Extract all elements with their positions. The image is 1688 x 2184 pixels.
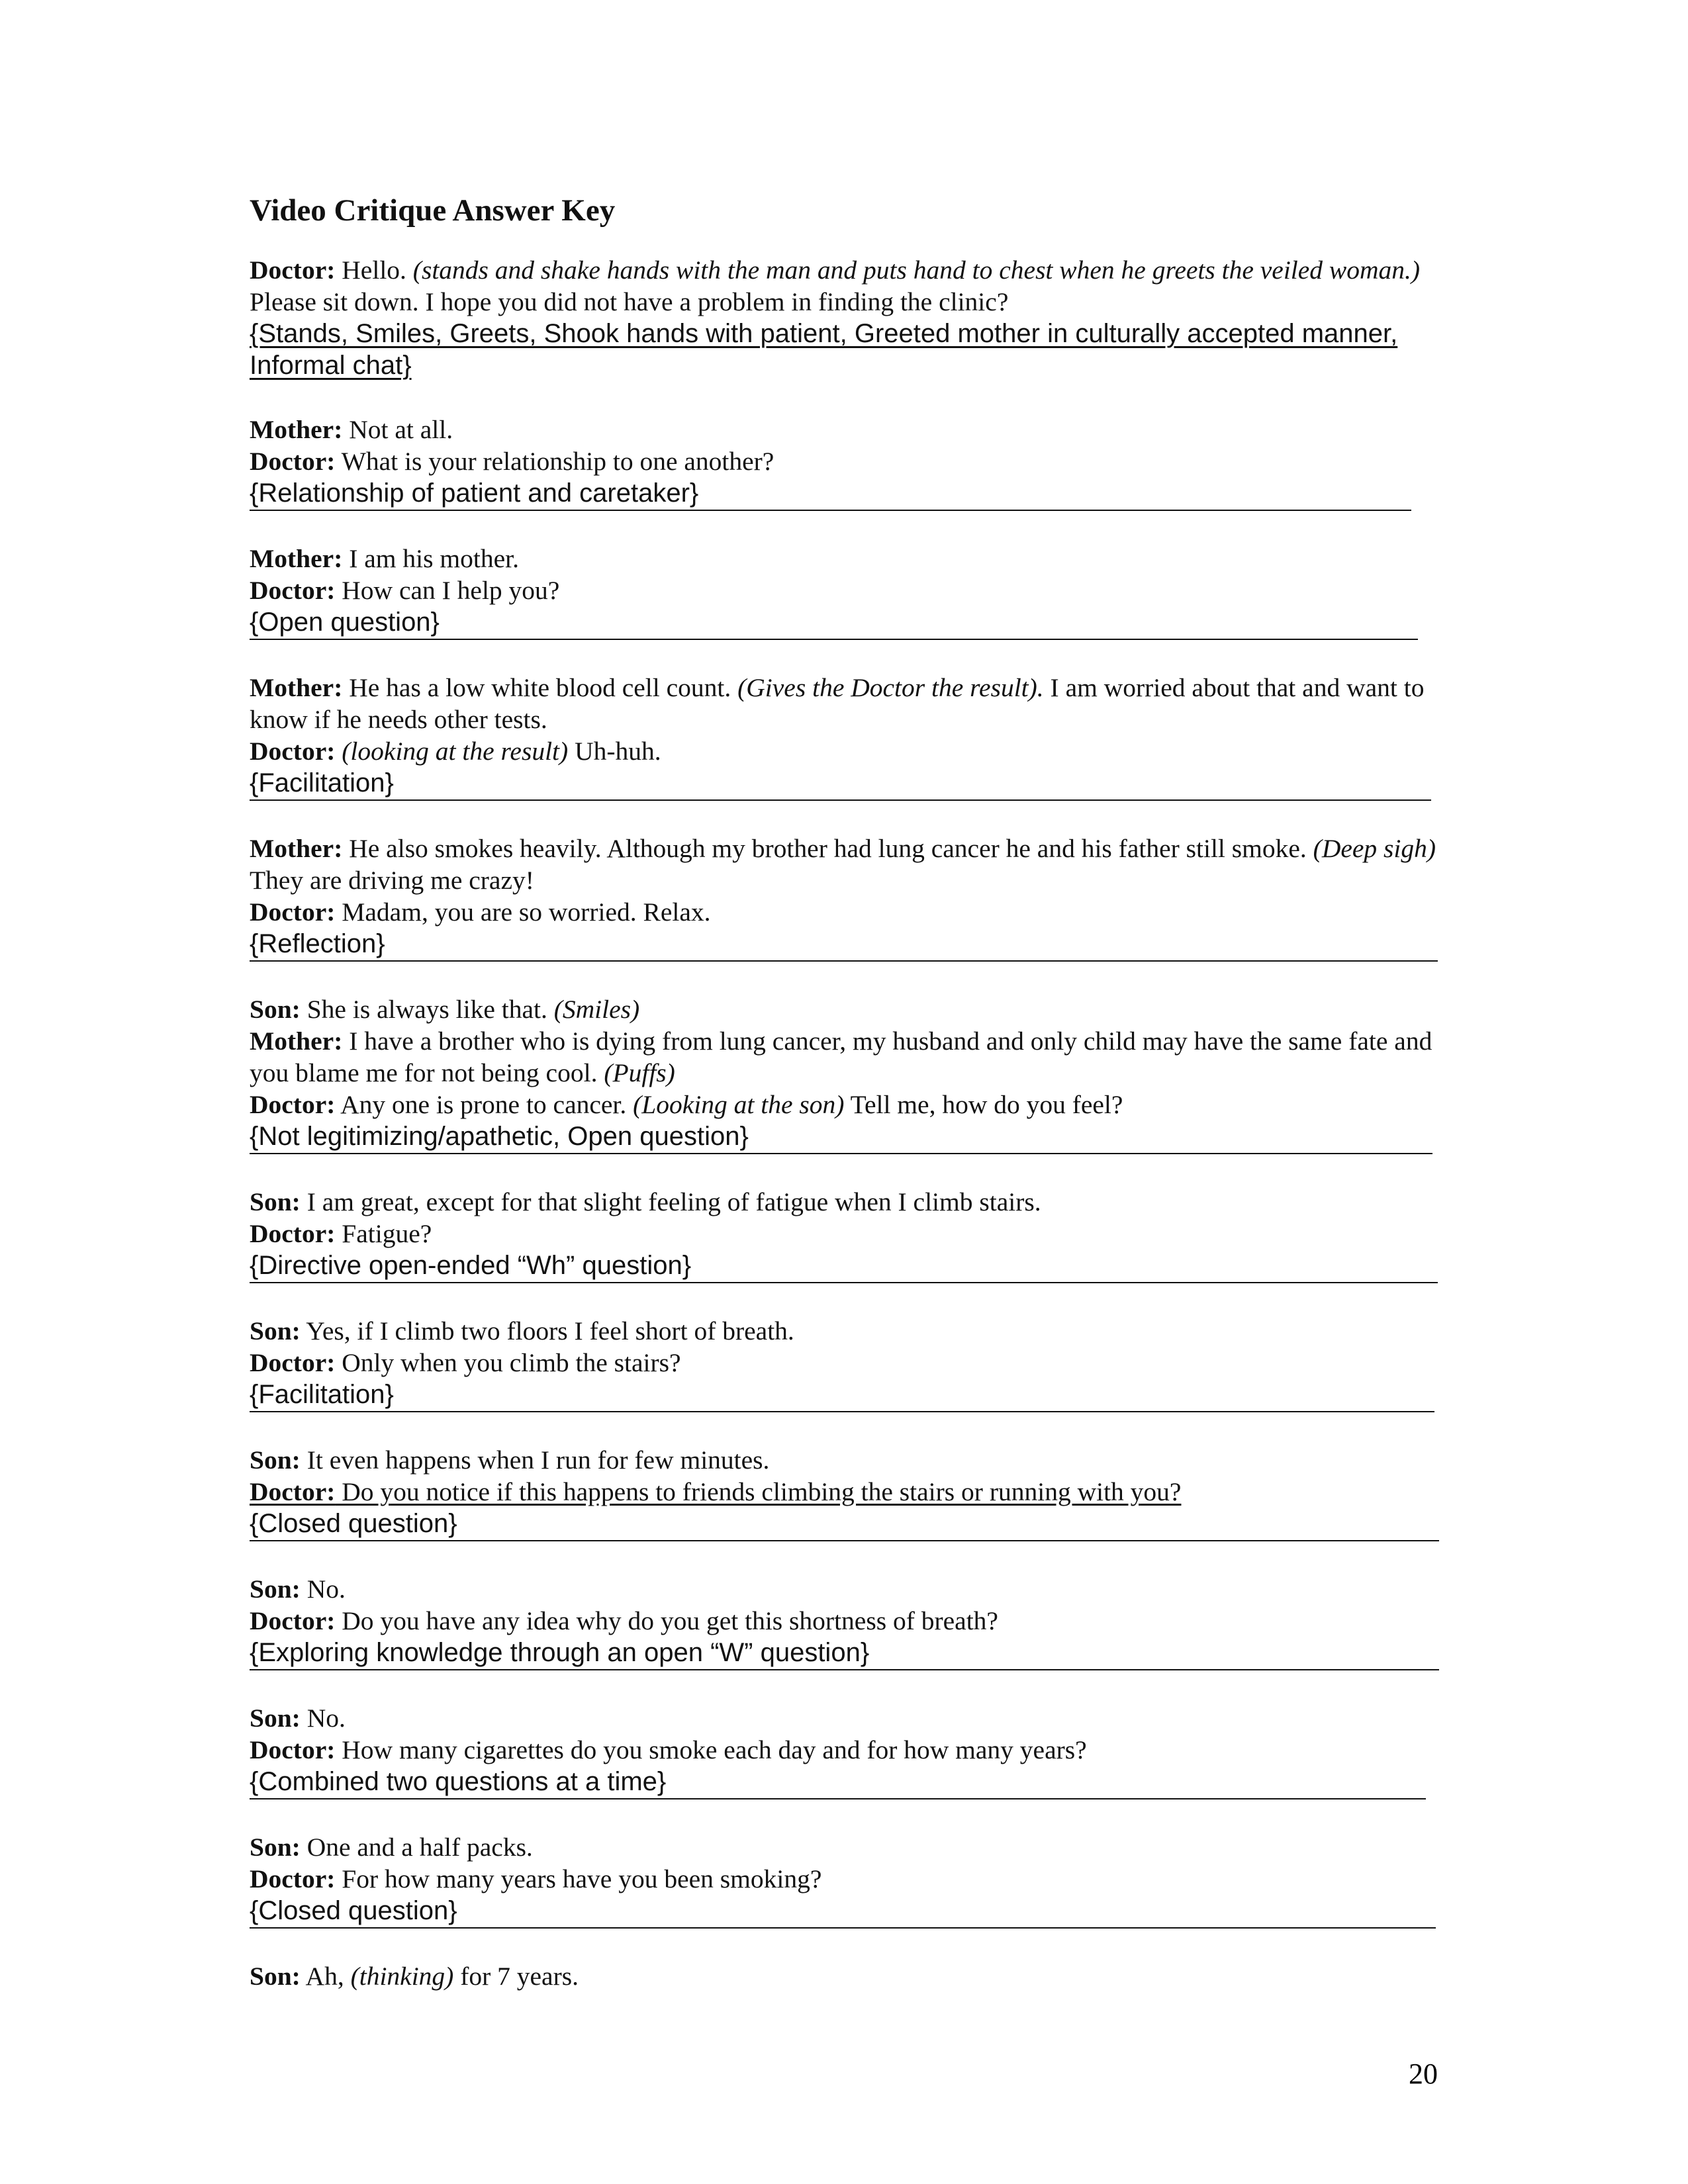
- answer-key-label: [250, 767, 1431, 801]
- dialogue-line: [250, 672, 1441, 735]
- dialogue-exchange: [250, 1831, 1441, 1929]
- answer-key-label: [250, 477, 1411, 511]
- speaker-label: Son:: [250, 1833, 301, 1862]
- answer-key-text: {Facilitation}: [250, 768, 394, 797]
- dialogue-text: Yes, if I climb two floors I feel short of breath.: [300, 1316, 794, 1345]
- answer-key-label: [250, 1120, 1432, 1154]
- answer-key-text: {Directive open-ended “Wh” question}: [250, 1251, 692, 1280]
- page-number: 20: [1409, 2058, 1438, 2090]
- dialogue-line: [250, 543, 1441, 574]
- dialogue-line: [250, 445, 1441, 477]
- speaker-label: Mother:: [250, 1026, 343, 1056]
- dialogue: [250, 254, 1441, 1992]
- answer-key-label: [250, 1895, 1436, 1929]
- speaker-label: Doctor:: [250, 1735, 336, 1764]
- dialogue-line: [250, 1444, 1441, 1476]
- answer-key-text: {Facilitation}: [250, 1380, 394, 1409]
- dialogue-exchange: [250, 1315, 1441, 1412]
- answer-key-label: [250, 1766, 1426, 1799]
- dialogue-exchange: [250, 1702, 1441, 1799]
- dialogue-line: [250, 1831, 1441, 1863]
- dialogue-line: [250, 1573, 1441, 1605]
- dialogue-text: Not at all.: [342, 415, 453, 444]
- speaker-label: Son:: [250, 1962, 301, 1991]
- dialogue-text: I am his mother.: [342, 544, 519, 573]
- answer-key-text: {Combined two questions at a time}: [250, 1767, 667, 1796]
- dialogue-text: For how many years have you been smoking?: [335, 1864, 822, 1893]
- dialogue-text: One and a half packs.: [300, 1833, 533, 1862]
- dialogue-text: He also smokes heavily. Although my brother had lung cancer he and his father still smoke.: [342, 834, 1313, 863]
- dialogue-text: Any one is prone to cancer.: [335, 1090, 633, 1119]
- answer-key-label: [250, 1637, 1439, 1670]
- speaker-label: Son:: [250, 1187, 301, 1216]
- dialogue-line: [250, 896, 1441, 928]
- dialogue-text: He has a low white blood cell count.: [342, 673, 738, 702]
- answer-key-label: [250, 1508, 1439, 1541]
- stage-direction: (Deep sigh): [1313, 834, 1436, 863]
- stage-direction: (Looking at the son): [633, 1090, 845, 1119]
- dialogue-text: What is your relationship to one another?: [335, 447, 774, 476]
- dialogue-text: No.: [300, 1574, 346, 1604]
- speaker-label: Mother:: [250, 544, 343, 573]
- dialogue-line: [250, 414, 1441, 445]
- dialogue-text: I have a brother who is dying from lung cancer, my husband and only child may have the same fate and you blame me for not being cool.: [250, 1026, 1432, 1087]
- dialogue-text: No.: [300, 1704, 346, 1733]
- dialogue-text: Do you notice if this happens to friends climbing the stairs or running with you?: [335, 1477, 1182, 1506]
- dialogue-line: [250, 1702, 1441, 1734]
- dialogue-text: They are driving me crazy!: [250, 866, 534, 895]
- speaker-label: Son:: [250, 1574, 301, 1604]
- stage-direction: (stands and shake hands with the man and puts hand to chest when he greets the veiled woman.): [412, 255, 1421, 285]
- dialogue-line: [250, 1186, 1441, 1218]
- document-page: [250, 192, 1441, 2024]
- speaker-label: Doctor:: [250, 576, 336, 605]
- dialogue-exchange: [250, 672, 1441, 801]
- dialogue-line: [250, 993, 1441, 1025]
- speaker-label: Mother:: [250, 415, 343, 444]
- dialogue-text: How many cigarettes do you smoke each day and for how many years?: [335, 1735, 1087, 1764]
- speaker-label: Son:: [250, 1316, 301, 1345]
- dialogue-exchange: [250, 993, 1441, 1154]
- dialogue-exchange: [250, 1186, 1441, 1283]
- speaker-label: Doctor:: [250, 1477, 336, 1506]
- dialogue-line: [250, 1025, 1441, 1089]
- dialogue-text: Ah,: [300, 1962, 351, 1991]
- answer-key-text: {Not legitimizing/apathetic, Open question}: [250, 1122, 749, 1151]
- dialogue-text: Only when you climb the stairs?: [335, 1348, 681, 1377]
- dialogue-exchange: [250, 414, 1441, 511]
- stage-direction: (Gives the Doctor the result).: [737, 673, 1044, 702]
- dialogue-line: [250, 1605, 1441, 1637]
- answer-key-text: {Stands, Smiles, Greets, Shook hands with patient, Greeted mother in culturally accepted manner, Informal chat}: [250, 319, 1398, 380]
- answer-key-text: {Closed question}: [250, 1509, 457, 1538]
- dialogue-text: Madam, you are so worried. Relax.: [335, 897, 711, 927]
- answer-key-label: [250, 928, 1438, 962]
- dialogue-line: [250, 1960, 1441, 1992]
- dialogue-text: Do you have any idea why do you get this shortness of breath?: [335, 1606, 998, 1635]
- answer-key-text: {Open question}: [250, 608, 440, 637]
- speaker-label: Doctor:: [250, 447, 336, 476]
- speaker-label: Doctor:: [250, 1090, 336, 1119]
- dialogue-exchange: [250, 1960, 1441, 1992]
- answer-key-text: {Relationship of patient and caretaker}: [250, 478, 699, 508]
- speaker-label: Son:: [250, 1445, 301, 1475]
- answer-key-label: [250, 606, 1418, 640]
- page-title: Video Critique Answer Key: [250, 193, 616, 228]
- speaker-label: Son:: [250, 995, 301, 1024]
- dialogue-line: [250, 1089, 1441, 1120]
- dialogue-exchange: [250, 833, 1441, 962]
- stage-direction: (Puffs): [604, 1058, 675, 1087]
- stage-direction: (Smiles): [553, 995, 640, 1024]
- stage-direction: (thinking): [350, 1962, 454, 1991]
- dialogue-text: for 7 years.: [453, 1962, 579, 1991]
- speaker-label: Son:: [250, 1704, 301, 1733]
- answer-key-text: {Exploring knowledge through an open “W” question}: [250, 1638, 870, 1667]
- dialogue-line: [250, 254, 1441, 318]
- speaker-label: Doctor:: [250, 1348, 336, 1377]
- dialogue-line: [250, 1734, 1441, 1766]
- answer-key-label: [250, 318, 1441, 382]
- dialogue-text: Tell me, how do you feel?: [844, 1090, 1123, 1119]
- dialogue-text: She is always like that.: [300, 995, 554, 1024]
- speaker-label: Mother:: [250, 673, 343, 702]
- dialogue-line: [250, 833, 1441, 896]
- dialogue-line: [250, 1347, 1441, 1379]
- speaker-label: Doctor:: [250, 1864, 336, 1893]
- stage-direction: (looking at the result): [342, 737, 569, 766]
- answer-key-text: {Reflection}: [250, 929, 385, 958]
- dialogue-text: Please sit down. I hope you did not have a problem in finding the clinic?: [250, 287, 1009, 316]
- dialogue-text: Fatigue?: [335, 1219, 432, 1248]
- speaker-label: Doctor:: [250, 737, 336, 766]
- dialogue-line: [250, 1863, 1441, 1895]
- speaker-label: Doctor:: [250, 1219, 336, 1248]
- dialogue-text: Uh-huh.: [568, 737, 661, 766]
- answer-key-label: [250, 1379, 1434, 1412]
- dialogue-text: [335, 737, 342, 766]
- dialogue-line: [250, 1476, 1441, 1508]
- dialogue-line: [250, 735, 1441, 767]
- dialogue-text: I am great, except for that slight feeling of fatigue when I climb stairs.: [300, 1187, 1041, 1216]
- dialogue-text: It even happens when I run for few minutes.: [300, 1445, 770, 1475]
- dialogue-exchange: [250, 1444, 1441, 1541]
- speaker-label: Doctor:: [250, 1606, 336, 1635]
- dialogue-exchange: [250, 1573, 1441, 1670]
- dialogue-text: How can I help you?: [335, 576, 560, 605]
- dialogue-exchange: [250, 254, 1441, 382]
- dialogue-line: [250, 574, 1441, 606]
- dialogue-line: [250, 1315, 1441, 1347]
- answer-key-label: [250, 1250, 1438, 1283]
- speaker-label: Mother:: [250, 834, 343, 863]
- dialogue-text: I am worried about that and want to know if he needs other tests.: [250, 673, 1425, 734]
- speaker-label: Doctor:: [250, 255, 336, 285]
- answer-key-text: {Closed question}: [250, 1896, 457, 1925]
- dialogue-line: [250, 1218, 1441, 1250]
- speaker-label: Doctor:: [250, 897, 336, 927]
- dialogue-exchange: [250, 543, 1441, 640]
- dialogue-text: Hello.: [335, 255, 413, 285]
